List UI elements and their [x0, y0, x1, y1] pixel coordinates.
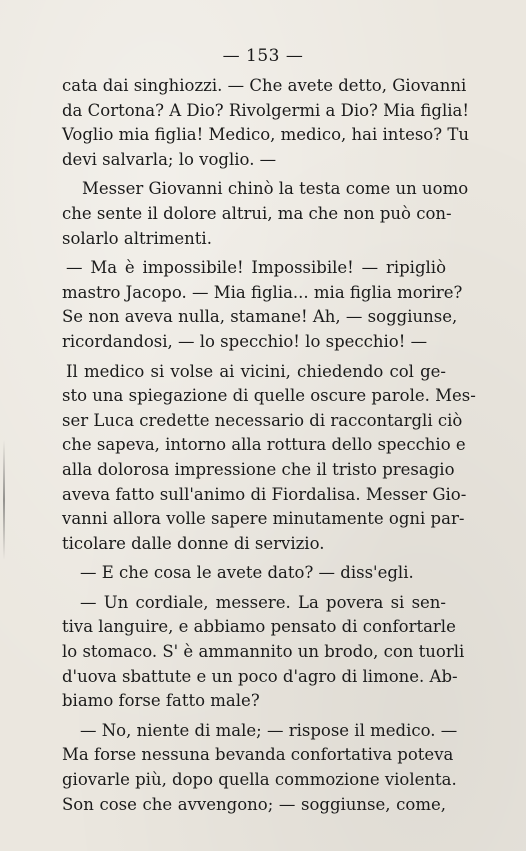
text-line: — E che cosa le avete dato? — diss'egli. [80, 563, 414, 583]
text-line: Il medico si volse ai vicini, chiedendo col ge- [66, 361, 446, 381]
text-line: solarlo altrimenti. [62, 228, 212, 248]
text-line: lo stomaco. S' è ammannito un brodo, con tuorli [62, 642, 465, 662]
text-line: cata dai singhiozzi. — Che avete detto, Giovanni [62, 76, 467, 95]
text-line: — No, niente di male; — rispose il medico. — [80, 720, 458, 740]
text-line: alla dolorosa impressione che il tristo presagio [62, 459, 455, 479]
text-line: Son cose che avvengono; — soggiunse, come, [62, 794, 446, 814]
text-line: mastro Jacopo. — Mia figlia... mia figlia morire? [62, 282, 463, 302]
text-line: Se non aveva nulla, stamane! Ah, — soggiunse, [62, 307, 458, 327]
text-line: sto una spiegazione di quelle oscure parole. Mes- [62, 386, 476, 406]
text-line: ser Luca credette necessario di raccontargli ciò [62, 410, 463, 430]
text-line: tiva languire, e abbiamo pensato di confortarle [62, 617, 456, 637]
body-text [62, 74, 476, 817]
text-line: aveva fatto sull'animo di Fiordalisa. Messer Gio- [62, 484, 467, 504]
text-line: — Ma è impossibile! Impossibile! — ripigliò [66, 258, 446, 278]
text-line: devi salvarla; lo voglio. — [62, 149, 277, 169]
text-line: da Cortona? A Dio? Rivolgermi a Dio? Mia figlia! [62, 100, 469, 120]
text-line: ticolare dalle donne di servizio. [62, 533, 325, 553]
text-line: Ma forse nessuna bevanda confortativa poteva [62, 745, 454, 765]
text-line: Messer Giovanni chinò la testa come un uomo [82, 179, 469, 199]
text-line: ricordandosi, — lo specchio! lo specchio! — [62, 331, 428, 351]
text-line: Voglio mia figlia! Medico, medico, hai inteso? Tu [62, 125, 469, 145]
text-line: che sente il dolore altrui, ma che non può con- [62, 203, 452, 223]
text-line: biamo forse fatto male? [62, 691, 260, 711]
text-line: — Un cordiale, messere. La povera si sen- [80, 592, 446, 612]
page-edge-shadow [3, 440, 5, 560]
text-line: vanni allora volle sapere minutamente ogni par- [62, 509, 465, 529]
text-line: d'uova sbattute e un poco d'agro di limone. Ab- [62, 666, 458, 686]
text-line: giovarle più, dopo quella commozione violenta. [62, 770, 457, 790]
page-number: — 153 — [222, 46, 304, 66]
text-line: che sapeva, intorno alla rottura dello specchio e [62, 435, 466, 455]
